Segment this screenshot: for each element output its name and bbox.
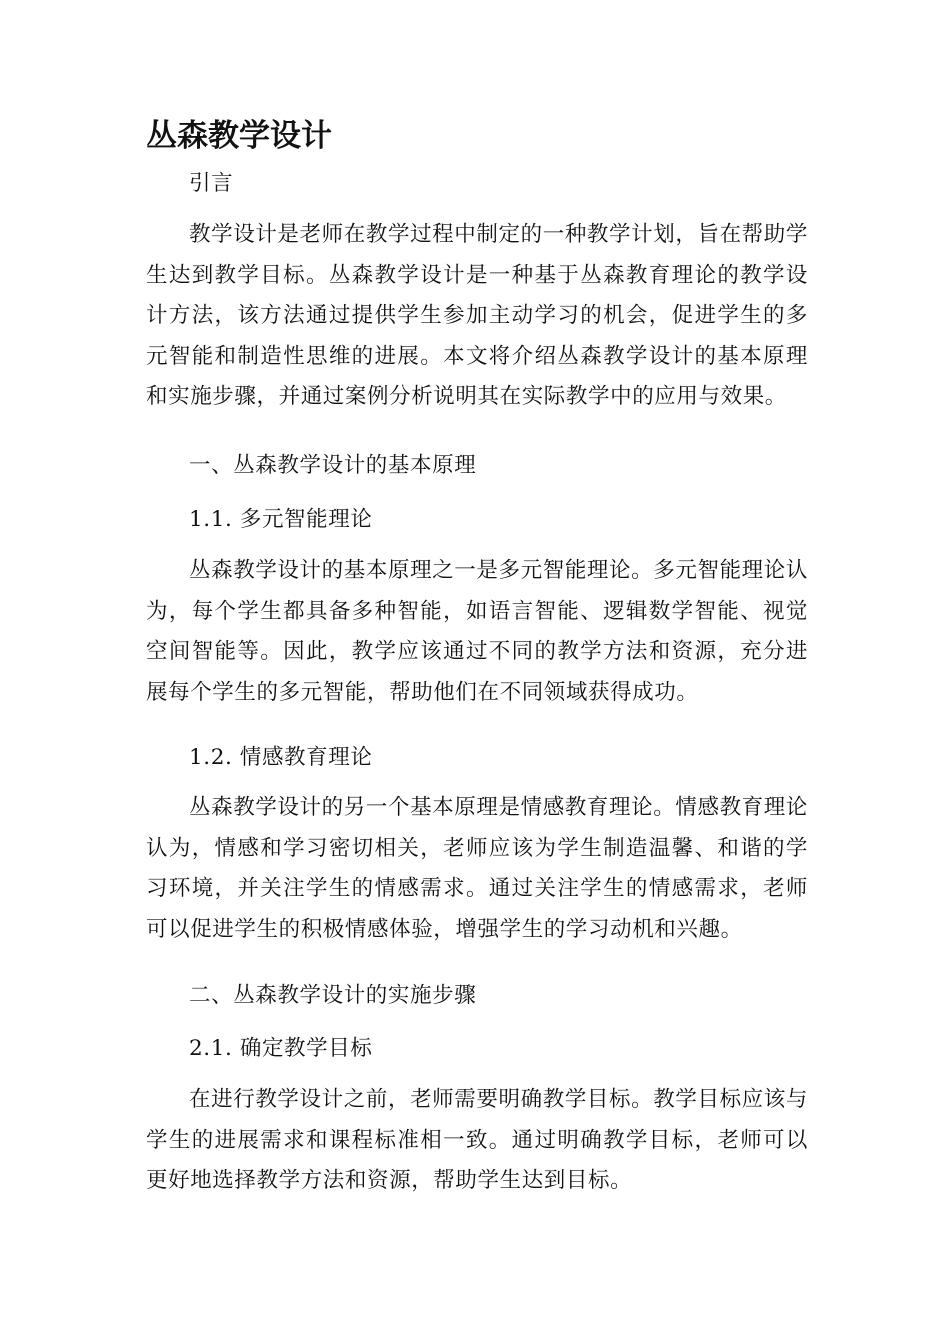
document-title: 丛森教学设计 <box>146 118 332 154</box>
section-1-heading: 一、丛森教学设计的基本原理 <box>189 453 477 478</box>
section-1-1-heading: 1.1. 多元智能理论 <box>189 507 373 532</box>
section-1-2-paragraph: 丛森教学设计的另一个基本原理是情感教育理论。情感教育理论认为，情感和学习密切相关，老师应该为学生制造温馨、和谐的学习环境，并关注学生的情感需求。通过关注学生的情感需求，老师可以促进学生的积极情感体验，增强学生的学习动机和兴趣。 <box>146 795 808 942</box>
section-2-1-heading: 2.1. 确定教学目标 <box>189 1036 373 1061</box>
intro-paragraph: 教学设计是老师在教学过程中制定的一种教学计划，旨在帮助学生达到教学目标。丛森教学设计是一种基于丛森教育理论的教学设计方法，该方法通过提供学生参加主动学习的机会，促进学生的多元智能和制造性思维的进展。本文将介绍丛森教学设计的基本原理和实施步骤，并通过案例分析说明其在实际教学中的应用与效果。 <box>146 222 808 409</box>
section-2-heading: 二、丛森教学设计的实施步骤 <box>189 983 477 1008</box>
section-2-1-paragraph: 在进行教学设计之前，老师需要明确教学目标。教学目标应该与学生的进展需求和课程标准相一致。通过明确教学目标，老师可以更好地选择教学方法和资源，帮助学生达到目标。 <box>146 1087 808 1193</box>
section-1-2-heading: 1.2. 情感教育理论 <box>189 745 373 770</box>
intro-heading: 引言 <box>189 171 234 196</box>
section-1-1-paragraph: 丛森教学设计的基本原理之一是多元智能理论。多元智能理论认为，每个学生都具备多种智能，如语言智能、逻辑数学智能、视觉空间智能等。因此，教学应该通过不同的教学方法和资源，充分进展每个学生的多元智能，帮助他们在不同领域获得成功。 <box>146 558 808 705</box>
